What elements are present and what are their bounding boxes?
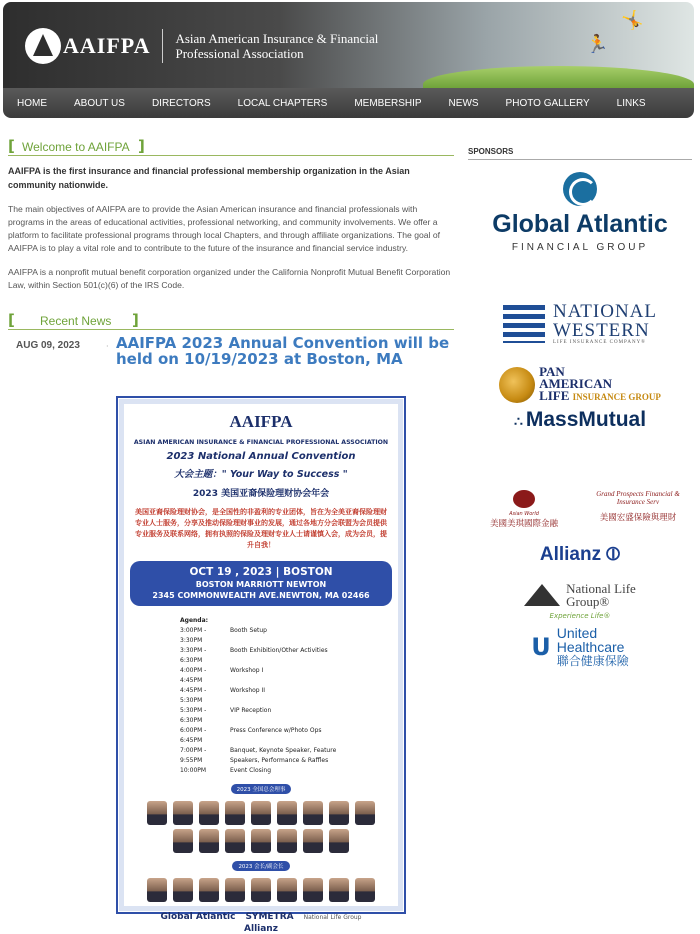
agenda-event: Event Closing	[230, 767, 272, 774]
chapter-leader-photo	[173, 878, 193, 902]
chapter-leader-photo	[147, 878, 167, 902]
grand-prospects-tag: Grand Prospects Financial & Insurance Serv	[596, 490, 680, 506]
agenda-event: VIP Reception	[230, 707, 272, 714]
nav-membership[interactable]: MEMBERSHIP	[354, 97, 422, 109]
poster-agenda	[180, 616, 394, 776]
pan-american-line1: PAN	[539, 364, 565, 379]
national-life-text	[566, 582, 636, 608]
agenda-time: 3:00PM - 3:30PM	[180, 627, 207, 644]
poster-logo: AAIFPA	[229, 412, 293, 431]
agenda-event: Press Conference w/Photo Ops	[230, 727, 322, 734]
board-member-photo	[355, 801, 375, 825]
united-healthcare-text	[557, 626, 629, 668]
board-member-photo	[329, 801, 349, 825]
board-member-photo	[173, 801, 193, 825]
news-bullet-icon: ·	[106, 342, 109, 351]
agenda-row	[180, 726, 394, 746]
national-western-sub: LIFE INSURANCE COMPANY®	[552, 340, 646, 345]
board-member-photo	[251, 829, 271, 853]
welcome-paragraph-2: AAIFPA is a nonprofit mutual benefit corporation organized under the California Nonprofit Mutual Benefit Corporation Law, within Section 501(c)(6) of the IRS Code.	[8, 267, 451, 290]
sponsor-national-western[interactable]	[468, 302, 692, 345]
united-healthcare-line3: 聯合健康保險	[556, 654, 629, 668]
sponsor-allianz[interactable]	[468, 544, 692, 566]
site-logo[interactable]	[25, 28, 378, 64]
leaping-person-icon: 🤸	[621, 10, 644, 31]
agenda-row	[180, 766, 394, 776]
pan-american-text	[539, 366, 661, 403]
welcome-intro: AAIFPA is the first insurance and financial professional membership organization in the Asian community nationwide.	[8, 166, 410, 190]
poster-cn-text: 美国亚裔保险理财协会，是全国性的非盈利的专业团体，旨在为全美亚裔保险理财专业人士服务，分享及推动保险理财事业的发展，通过各地方分会联盟为会员提供专业服务及联系网络，拥有执照的保险及理财专业人士请谨慎入会，成为会员，提升自我！	[135, 508, 387, 549]
board-member-photo	[303, 829, 323, 853]
sponsor-asian-partners	[468, 490, 692, 529]
nav-links[interactable]: LINKS	[616, 97, 646, 109]
convention-poster-image[interactable]	[116, 396, 406, 934]
national-western-line1: NATIONAL	[552, 301, 658, 322]
national-western-text	[553, 302, 657, 345]
agenda-row	[180, 746, 394, 766]
massmutual-dots-icon: ∴	[513, 413, 523, 429]
org-name-line2: Professional Association	[175, 46, 304, 61]
global-atlantic-logo-icon	[563, 172, 597, 206]
agenda-time: 5:30PM - 6:30PM	[180, 707, 207, 724]
poster-logo-symetra: SYMETRA	[245, 912, 294, 922]
board-member-photo	[329, 829, 349, 853]
nav-about-us[interactable]: ABOUT US	[74, 97, 125, 109]
poster-venue: BOSTON MARRIOTT NEWTON	[195, 580, 327, 589]
nav-local-chapters[interactable]: LOCAL CHAPTERS	[237, 97, 328, 109]
main-nav	[3, 88, 694, 118]
sponsor-grand-prospects[interactable]	[584, 490, 692, 529]
nav-photo-gallery[interactable]: PHOTO GALLERY	[505, 97, 590, 109]
agenda-time: 7:00PM - 9:55PM	[180, 747, 207, 764]
agenda-time: 10:00PM	[180, 767, 207, 774]
agenda-time: 4:45PM - 5:30PM	[180, 687, 207, 704]
nav-home[interactable]: HOME	[17, 97, 47, 109]
sponsor-pan-american[interactable]	[468, 366, 692, 403]
agenda-event: Banquet, Keynote Speaker, Feature Speakers, Performance & Raffles	[230, 747, 337, 764]
bracket-right-icon: ]	[138, 137, 145, 155]
chapter-leader-photo	[277, 878, 297, 902]
bracket-left-icon: [	[8, 311, 15, 329]
chapter-leader-photo	[329, 878, 349, 902]
agenda-event: Booth Exhibition/Other Activities	[230, 647, 328, 654]
news-headline-link[interactable]: AAIFPA 2023 Annual Convention will be held on 10/19/2023 at Boston, MA	[116, 334, 450, 368]
welcome-title: Welcome to AAIFPA	[22, 140, 130, 154]
asian-world-emblem-icon	[513, 490, 535, 508]
poster-org: ASIAN AMERICAN INSURANCE & FINANCIAL PROFESSIONAL ASSOCIATION	[133, 439, 389, 446]
united-healthcare-line1: United	[556, 625, 598, 641]
news-date: AUG 09, 2023	[16, 340, 80, 351]
board-member-photo	[147, 801, 167, 825]
agenda-time: 4:00PM - 4:45PM	[180, 667, 207, 684]
welcome-paragraph-1: The main objectives of AAIFPA are to provide the Asian American insurance and financial professionals with programs in the areas of educational activities, professional networking, and community involvements. We offer a platform to facilitate professional programs through local Chapters, and through affiliate organizations. The goal of AAIFPA is to play a vital role and to contribute to the future of the insurance and financial service industry.	[8, 204, 441, 253]
national-life-line1: National Life	[566, 581, 636, 596]
board-member-photo	[303, 801, 323, 825]
national-western-line2: WESTERN	[552, 320, 650, 341]
pan-american-line2: AMERICAN	[539, 376, 613, 391]
logo-divider	[162, 29, 163, 63]
global-atlantic-sub: FINANCIAL GROUP	[511, 242, 649, 253]
national-life-mountain-icon	[524, 584, 560, 606]
poster-convention: 2023 National Annual Convention	[166, 451, 356, 462]
sponsors-sidebar	[468, 138, 692, 668]
chapter-leader-photo	[251, 878, 271, 902]
nav-news[interactable]: NEWS	[448, 97, 479, 109]
national-western-flag-icon	[503, 305, 545, 343]
sponsor-united-healthcare[interactable]	[468, 626, 692, 668]
agenda-row	[180, 666, 394, 686]
poster-board-photos	[128, 801, 394, 853]
poster-theme: 大会主题：" Your Way to Success "	[174, 469, 348, 480]
asian-world-name: 美國美琪國際金融	[489, 519, 558, 529]
united-healthcare-u-icon: U	[531, 633, 551, 661]
agenda-row	[180, 686, 394, 706]
header-grass-banner	[423, 66, 694, 88]
national-life-line2: Group®	[566, 594, 610, 609]
national-life-logo	[468, 582, 692, 608]
aaifpa-logo-icon	[25, 28, 61, 64]
sponsors-title: SPONSORS	[468, 147, 692, 160]
poster-logo-global-atlantic: Global Atlantic	[160, 912, 236, 922]
sponsor-asian-world[interactable]	[470, 490, 578, 529]
sponsor-global-atlantic[interactable]	[468, 172, 692, 253]
board-member-photo	[173, 829, 193, 853]
poster-event-box	[130, 561, 392, 606]
chapter-leader-photo	[199, 878, 219, 902]
pan-american-globe-icon	[499, 367, 535, 403]
agenda-time: 3:30PM - 6:30PM	[180, 647, 207, 664]
poster-sponsor-logos	[128, 912, 394, 922]
agenda-row	[180, 706, 394, 726]
global-atlantic-name: Global Atlantic	[492, 210, 668, 238]
poster-logo-allianz: Allianz	[244, 924, 278, 934]
united-healthcare-line2: Healthcare	[556, 639, 625, 655]
agenda-label: Agenda:	[180, 617, 209, 624]
grand-prospects-name: 美國宏盛保險與理財	[599, 513, 677, 523]
news-item	[8, 334, 454, 370]
recent-news-title: Recent News	[40, 314, 112, 328]
chapter-leader-photo	[303, 878, 323, 902]
massmutual-name: MassMutual	[525, 408, 647, 431]
bracket-right-icon: ]	[132, 311, 139, 329]
pan-american-line3: LIFE	[539, 388, 570, 403]
site-header	[3, 2, 694, 88]
allianz-name: Allianz	[539, 544, 602, 565]
poster-logo-national-life: National Life Group	[303, 913, 362, 921]
sponsor-massmutual[interactable]	[468, 408, 692, 432]
pan-american-sub: INSURANCE GROUP	[572, 392, 661, 402]
board-member-photo	[199, 801, 219, 825]
nav-directors[interactable]: DIRECTORS	[151, 97, 211, 109]
poster-address: 2345 COMMONWEALTH AVE.NEWTON, MA 02466	[152, 591, 370, 600]
board-member-photo	[199, 829, 219, 853]
recent-news-heading	[8, 312, 454, 330]
sponsor-national-life[interactable]	[468, 582, 692, 620]
main-content	[8, 138, 454, 370]
chapter-leader-photo	[355, 878, 375, 902]
poster-cn-title: 2023 美国亚裔保险理财协会年会	[192, 489, 330, 499]
poster-content	[128, 408, 394, 934]
poster-sponsor-logos-2	[128, 924, 394, 934]
board-member-photo	[225, 801, 245, 825]
bracket-left-icon: [	[8, 137, 15, 155]
poster-committee-label: 2023 会长/副会长	[232, 861, 289, 871]
poster-date: OCT 19 , 2023 | BOSTON	[189, 566, 333, 578]
board-member-photo	[225, 829, 245, 853]
welcome-heading	[8, 138, 454, 156]
national-life-tagline: Experience Life®	[549, 612, 611, 620]
agenda-row	[180, 646, 394, 666]
org-name-line1: Asian American Insurance & Financial	[175, 31, 379, 46]
poster-committee-photos	[128, 878, 394, 902]
board-member-photo	[277, 829, 297, 853]
asian-world-tag: Asian World	[509, 511, 539, 517]
agenda-event: Workshop I	[230, 667, 264, 674]
poster-board-label: 2023 全国总会理事	[231, 784, 292, 794]
agenda-event: Booth Setup	[230, 627, 267, 634]
jumping-person-icon: 🏃	[586, 34, 609, 55]
board-member-photo	[277, 801, 297, 825]
allianz-eagle-icon: ⦶	[606, 544, 621, 565]
agenda-event: Workshop II	[230, 687, 266, 694]
org-name	[175, 31, 378, 61]
agenda-time: 6:00PM - 6:45PM	[180, 727, 207, 744]
board-member-photo	[251, 801, 271, 825]
logo-text: AAIFPA	[63, 33, 151, 58]
agenda-row	[180, 626, 394, 646]
chapter-leader-photo	[225, 878, 245, 902]
